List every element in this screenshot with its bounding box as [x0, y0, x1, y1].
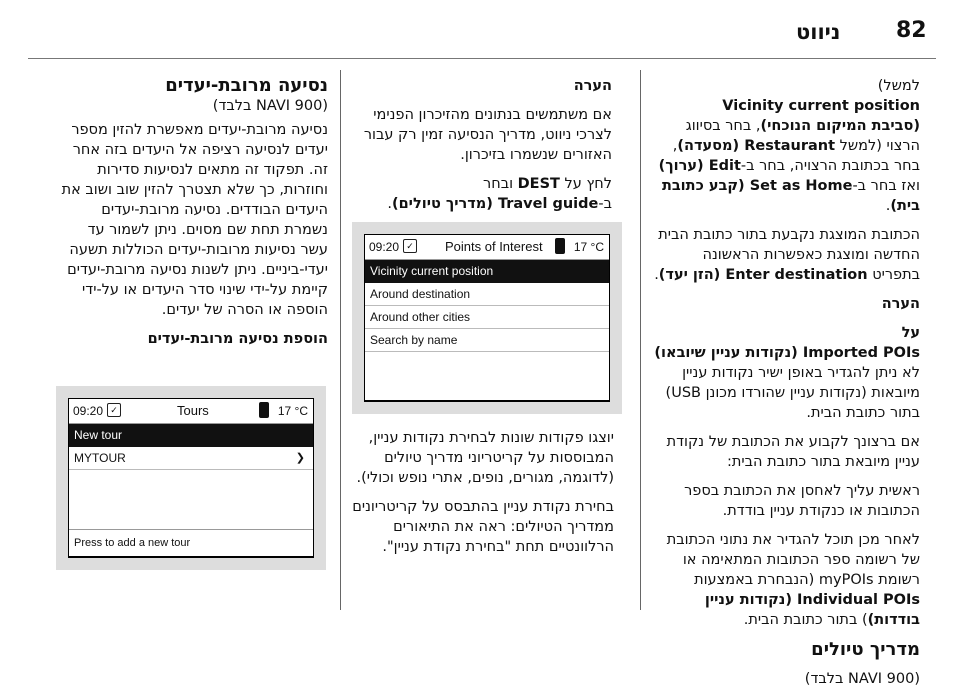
- device-screen: [68, 398, 314, 558]
- section-subtitle: (NAVI 900 בלבד): [804, 671, 920, 687]
- phone-icon: [259, 402, 269, 418]
- header-rule: [28, 58, 936, 59]
- note-body: לא ניתן להגדיר באופן ישיר נקודות עניין מיובאות (נקודות עניין שהורדו מכונן USB) בתור כתובת הבית.: [665, 365, 920, 421]
- section-title: מדריך טיולים: [811, 639, 920, 660]
- paragraph-home-result: הכתובת המוצגת נקבעת בתור כתובת הבית החדשה ומוצגת כאפשרות הראשונה בתפריט Enter destination (הזן יעד).: [654, 227, 920, 283]
- note-title: הערה: [881, 296, 920, 312]
- paragraph-home: למשל) Vicinity current position (סביבת המיקום הנוכחי), בחר בסיווג הרצוי (למשל Restaurant (מסעדה), בחר בכתובת הרצויה, בחר ב-Edit (ערוך) ואז בחר ב-Set as Home (קבע כתובת בית).: [658, 78, 920, 214]
- paragraph-multi-dest: נסיעה מרובת-יעדים מאפשרת להזין מספר יעדים לנסיעה רציפה אל היעדים בזה אחר זה. תפקוד זה מתאים לנסיעות סדירות וחוזרות, כך שלא תצטרך להזין שוב ושוב את היעדים הבודדים. נסיעה מרובת-יעדים נשמרת תחת שם מסוים. ניתן לשמור עד עשר נסיעות מרובות-יעדים הכוללות תשעה יעדי-ביניים. ניתן לשנות נסיעה מרובת-יעדים קיימת על-ידי שינוי סדר היעדים או על-ידי הוספה או הסרה של יעדים.: [61, 122, 328, 318]
- middle-column-lower: [352, 428, 614, 566]
- left-column: [60, 76, 328, 358]
- temperature: 17 °C: [277, 404, 308, 418]
- nav-status-icon: ✓: [403, 239, 417, 253]
- paragraph-p3: אם ברצונך לקבוע את הכתובת של נקודת עניין מיובאת בתור כתובת הבית:: [666, 434, 920, 470]
- instruction: לחץ על DEST ובחר ב-Travel guide (מדריך טיולים).: [387, 176, 612, 212]
- right-column: [652, 76, 920, 698]
- menu-item-around-destination[interactable]: Around destination: [365, 283, 609, 306]
- footer-hint: Press to add a new tour: [69, 529, 313, 556]
- column-divider: [640, 70, 641, 610]
- poi-menu: [365, 260, 609, 400]
- temperature: 17 °C: [573, 240, 604, 254]
- nav-status-icon: ✓: [107, 403, 121, 417]
- tours-menu: [69, 424, 313, 556]
- device-screen: [364, 234, 610, 402]
- menu-item-mytour[interactable]: MYTOUR ❯: [69, 447, 313, 470]
- clock: 09:20: [369, 240, 400, 254]
- menu-item-around-cities[interactable]: Around other cities: [365, 306, 609, 329]
- menu-item-new-tour[interactable]: New tour: [69, 424, 313, 447]
- screen-title: Tours: [177, 403, 209, 418]
- middle-column: [352, 76, 612, 223]
- chevron-right-icon: ❯: [295, 452, 305, 464]
- note-title: הערה: [573, 78, 612, 94]
- paragraph-commands: יוצגו פקודות שונות לבחירת נקודות עניין, המבוססות על קריטריוני מדריך טיולים (לדוגמה, מגורים, נופים, אתרי נופש וכולי).: [356, 430, 614, 486]
- column-divider: [340, 70, 341, 610]
- menu-item-vicinity[interactable]: Vicinity current position: [365, 260, 609, 283]
- menu-item-search-name[interactable]: Search by name: [365, 329, 609, 352]
- status-bar: [69, 399, 313, 424]
- page-number: 82: [896, 18, 927, 43]
- page-header-title: ניווט: [796, 20, 841, 44]
- paragraph-p4: ראשית עליך לאחסן את הכתובת בספר הכתובות או כנקודת עניין בודדת.: [684, 483, 920, 519]
- note-body: אם משתמשים בנתונים מהזיכרון הפנימי לצרכי ניווט, מדריך הנסיעה זמין רק עבור האזורים שנשמרו בזיכרון.: [363, 107, 612, 163]
- phone-icon: [555, 238, 565, 254]
- screen-title: Points of Interest: [445, 239, 543, 254]
- section-subtitle: (NAVI 900 בלבד): [212, 98, 328, 114]
- status-bar: [365, 235, 609, 260]
- paragraph-select: בחירת נקודת עניין בהתבסס על קריטריונים ממדריך הטיולים: ראה את התיאורים הרלוונטיים תחת "בחירת נקודת עניין".: [352, 499, 614, 555]
- sub-heading: הוספת נסיעה מרובת-יעדים: [147, 331, 328, 347]
- tours-screenshot: [56, 386, 326, 570]
- paragraph-p5: לאחר מכן תוכל להגדיר את נתוני הכתובת של רשומה ספר הכתובות המתאימה או רשומת myPOIs (הנבחרת באמצעות Individual POIs (נקודות עניין בודדות)) בתור כתובת הבית.: [666, 532, 920, 628]
- poi-screenshot: [352, 222, 622, 414]
- clock: 09:20: [73, 404, 104, 418]
- note-sub: על Imported POIs (נקודות עניין שיובאו): [654, 325, 920, 361]
- section-title: נסיעה מרובת-יעדים: [165, 75, 328, 96]
